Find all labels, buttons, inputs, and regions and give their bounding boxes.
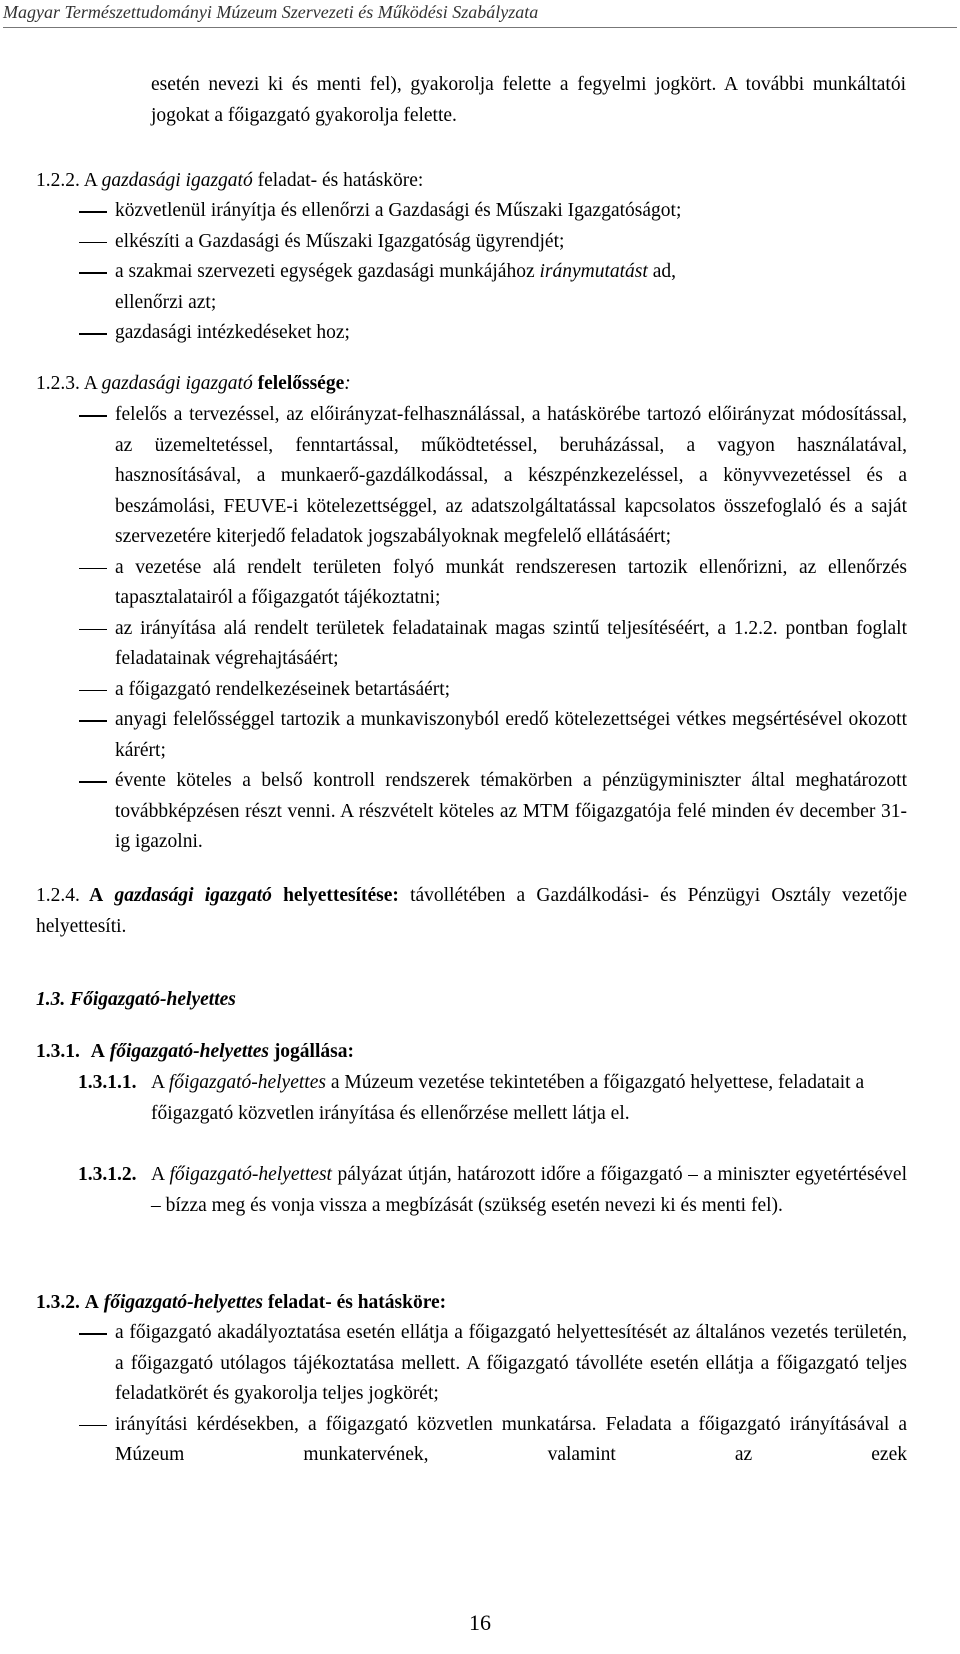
heading-tail: felelőssége [257, 373, 345, 394]
list-item: évente köteles a belső kontroll rendszerek témakörben a pénzügyminiszter által meghatározott továbbképzésen részt venni. A részvételt köteles az MTM főigazgatója felé minden év december 31-ig igazolni. [115, 770, 907, 852]
subsection-1-3-1-2: 1.3.1.2. A főigazgató-helyettest pályázat útján, határozott időre a főigazgató – a miniszter egyetértésével – bízza meg és vonja vissza a megbízását (szükség esetén nevezi ki és menti fel). [78, 1160, 907, 1221]
heading-tail: helyettesítése: [283, 885, 399, 906]
section-number: 1.2.4. [36, 885, 80, 906]
heading-tail: feladat- és hatásköre: [257, 170, 424, 191]
list-item: az irányítása alá rendelt területek feladatainak magas szintű teljesítéséért, a 1.2.2. pontban foglalt feladatainak végrehajtásáért; [115, 617, 907, 669]
heading-article: A [90, 1041, 105, 1062]
section-1-2-4 [36, 881, 907, 942]
list-item: a főigazgató akadályoztatása esetén ellátja a főigazgató helyettesítését az általános vezetés területén, a főigazgató utólagos tájékoztatása mellett. A főigazgató távolléte esetén ellátja a főigazgató teljes feladatkörét és gyakorolja teljes jogkörét; [115, 1322, 907, 1404]
section-number: 1.3. [36, 989, 66, 1010]
heading-article: A [84, 1292, 99, 1313]
section-title: Főigazgató-helyettes [70, 989, 236, 1010]
list-1-2-3 [115, 400, 907, 858]
list-item: felelős a tervezéssel, az előirányzat-felhasználással, a hatáskörébe tartozó előirányzat módosítással, az üzemeltetéssel, fenntartással, működtetéssel, beruházással, a vagyon használatával, hasznosításával, a munkaerő-gazdálkodással, a készpénzkezeléssel, a könyvvezetéssel és a beszámolási, FEUVE-i kötelezettséggel, az adatszolgáltatással kapcsolatos összefoglaló és a saját szervezetére kiterjedő feladatok jogszabályoknak megfelelő ellátásáért; [115, 404, 907, 547]
section-heading-1-3-2 [36, 1288, 446, 1319]
running-header: Magyar Természettudományi Múzeum Szervezeti és Működési Szabályzata [3, 0, 957, 28]
list-item: a szakmai szervezeti egységek gazdasági munkájához iránymutatást ad, ellenőrzi azt; [115, 261, 676, 313]
intro-paragraph: esetén nevezi ki és menti fel), gyakorolja felette a fegyelmi jogkört. A további munkáltatói jogokat a főigazgató gyakorolja felette. [151, 74, 906, 126]
heading-article: A [89, 885, 104, 906]
section-number: 1.3.1. [36, 1041, 80, 1062]
list-item: anyagi felelősséggel tartozik a munkaviszonyból eredő kötelezettségei vétkes megsértésével okozott kárért; [115, 709, 907, 761]
heading-role: gazdasági igazgató [114, 885, 272, 906]
heading-tail: feladat- és hatásköre: [267, 1292, 447, 1313]
heading-role: főigazgató-helyettes [103, 1292, 263, 1313]
heading-article: A [83, 373, 97, 394]
heading-role: főigazgató-helyettes [109, 1041, 269, 1062]
list-1-3-2 [115, 1318, 907, 1471]
subsection-number: 1.3.1.1. [78, 1072, 137, 1093]
heading-tail: jogállása: [273, 1041, 354, 1062]
heading-role: gazdasági igazgató [101, 170, 253, 191]
list-item: elkészíti a Gazdasági és Műszaki Igazgatóság ügyrendjét; [115, 230, 565, 252]
list-item: irányítási kérdésekben, a főigazgató közvetlen munkatársa. Feladata a főigazgató irányításával a Múzeum munkatervének, valamint az ezek [115, 1413, 907, 1465]
heading-article: A [83, 170, 97, 191]
section-heading-1-3-1 [36, 1037, 354, 1068]
section-heading-1-2-2 [36, 166, 423, 197]
section-heading-1-3 [36, 985, 236, 1016]
list-item: a főigazgató rendelkezéseinek betartásáért; [115, 678, 451, 700]
heading-role: gazdasági igazgató [101, 373, 253, 394]
list-item: közvetlenül irányítja és ellenőrzi a Gazdasági és Műszaki Igazgatóságot; [115, 200, 682, 221]
list-item: gazdasági intézkedéseket hoz; [115, 322, 350, 343]
section-number: 1.2.2. [36, 170, 80, 191]
section-heading-1-2-3: 1.2.3. A gazdasági igazgató felelőssége: [36, 373, 351, 394]
page-number: 16 [469, 1610, 491, 1635]
list-1-2-2 [115, 196, 907, 349]
subsection-1-3-1-1: 1.3.1.1. A főigazgató-helyettes a Múzeum vezetése tekintetében a főigazgató helyettese, feladatait a főigazgató közvetlen irányítása és ellenőrzése mellett látja el. [78, 1068, 907, 1129]
section-text: távollétében a Gazdálkodási- és Pénzügyi Osztály vezetője helyettesíti. [36, 885, 908, 937]
subsection-number: 1.3.1.2. [78, 1164, 137, 1185]
section-number: 1.3.2. [36, 1292, 80, 1313]
section-number: 1.2.3. [36, 373, 80, 394]
list-item: a vezetése alá rendelt területen folyó munkát rendszeresen tartozik ellenőrizni, az ellenőrzés tapasztalatairól a főigazgatót tájékoztatni; [115, 556, 907, 608]
